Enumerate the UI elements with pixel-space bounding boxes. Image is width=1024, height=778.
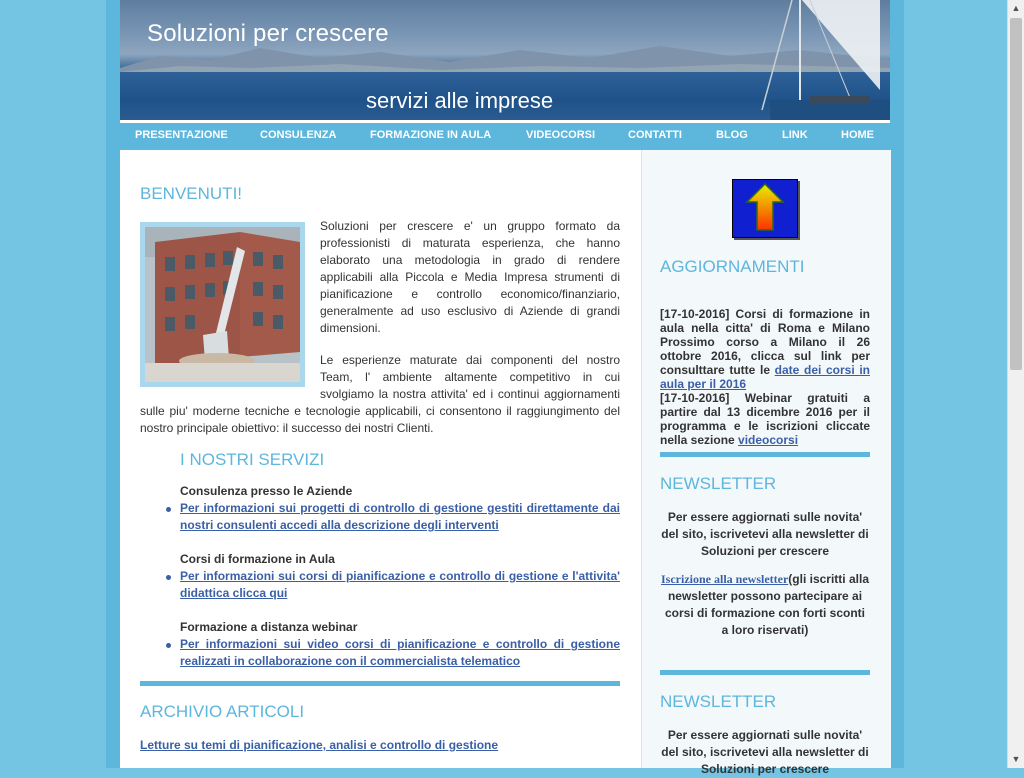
list-item bbox=[180, 636, 620, 670]
page-frame bbox=[106, 0, 904, 776]
page-container bbox=[120, 0, 890, 776]
nav-link[interactable]: LINK bbox=[782, 129, 808, 141]
scrollbar-thumb[interactable] bbox=[1010, 18, 1022, 370]
updates-text bbox=[660, 307, 870, 447]
update-2-text: [17-10-2016] Webinar gratuiti a partire dal 13 dicembre 2016 per il programma e le iscrizioni cliccate nella sezione bbox=[660, 391, 870, 447]
services-list bbox=[180, 483, 620, 687]
scrollbar[interactable] bbox=[1007, 0, 1024, 768]
nav-presentazione[interactable]: PRESENTAZIONE bbox=[135, 129, 228, 141]
service-list-formazione bbox=[180, 568, 620, 602]
service-link-consulenza[interactable]: Per informazioni sui progetti di controllo di gestione gestiti direttamente dai nostri consulenti accedi alla descrizione degli interventi bbox=[180, 501, 620, 532]
welcome-title: BENVENUTI! bbox=[140, 184, 243, 203]
scroll-down-icon[interactable]: ▼ bbox=[1011, 754, 1021, 764]
intro-paragraph-2: Le esperienze maturate dai componenti del nostro Team, l' ambiente altamente competitivo in cui svolgiamo la nostra attivita' ed i continui aggiornamenti sulle piu' moderne tecniche e tecnologie applicabili, ci consentono il raggiungimento del nostro principale obiettivo: il successo dei nostri Clienti. bbox=[140, 353, 620, 435]
services-title: I NOSTRI SERVIZI bbox=[180, 450, 325, 469]
list-item bbox=[180, 500, 620, 534]
header-banner bbox=[120, 0, 890, 120]
scroll-up-icon[interactable]: ▲ bbox=[1011, 3, 1021, 13]
site-title: Soluzioni per crescere bbox=[147, 20, 389, 47]
scroll-top-button[interactable] bbox=[732, 179, 798, 238]
nav-home[interactable]: HOME bbox=[841, 129, 874, 141]
sidebar-divider bbox=[660, 452, 870, 457]
service-list-consulenza bbox=[180, 500, 620, 534]
intro-paragraph-1: Soluzioni per crescere e' un gruppo formato da professionisti di maturata esperienza, che hanno elaborato una metodologia in grado di rendere applicabili alla Piccola e Media Impresa strumenti di pianificazione e controllo economico/finanziario, generalmente ad uso esclusivo di Aziende di grandi dimensioni. bbox=[320, 219, 620, 335]
newsletter-title: NEWSLETTER bbox=[660, 474, 777, 493]
sidebar-divider-2 bbox=[660, 670, 870, 675]
nav-contatti[interactable]: CONTATTI bbox=[628, 129, 682, 141]
newsletter-link[interactable]: Iscrizione alla newsletter bbox=[661, 572, 789, 586]
nav-videocorsi[interactable]: VIDEOCORSI bbox=[526, 129, 596, 141]
archive-title: ARCHIVIO ARTICOLI bbox=[140, 702, 305, 721]
update-2-link[interactable]: videocorsi bbox=[738, 433, 799, 447]
nav-consulenza[interactable]: CONSULENZA bbox=[260, 129, 337, 141]
service-heading-webinar: Formazione a distanza webinar bbox=[180, 620, 358, 634]
site-subtitle: servizi alle imprese bbox=[366, 88, 554, 113]
main-navigation bbox=[120, 120, 890, 150]
service-link-webinar[interactable]: Per informazioni sui video corsi di pianificazione e controllo di gestione realizzati in collaborazione con il commercialista telematico bbox=[180, 637, 620, 668]
building-image bbox=[140, 222, 305, 387]
archive-link[interactable]: Letture su temi di pianificazione, analisi e controllo di gestione bbox=[140, 738, 499, 752]
update-1-text: [17-10-2016] Corsi di formazione in aula nella citta' di Roma e Milano Prossimo corso a Milano il 26 ottobre 2016, clicca sul link per consulttare tutte le bbox=[660, 307, 870, 377]
sailboat-image bbox=[680, 0, 890, 120]
newsletter-note: (gli iscritti alla newsletter possono partecipare ai corsi di formazione con forti sconti a loro riservati) bbox=[664, 572, 869, 637]
main-content bbox=[120, 150, 640, 768]
update-1-link[interactable]: date dei corsi in aula per il 2016 bbox=[660, 363, 871, 391]
newsletter-2-text: Per essere aggiornati sulle novita' del sito, iscrivetevi alla newsletter di Soluzioni per crescere bbox=[661, 728, 869, 776]
sidebar bbox=[641, 150, 891, 776]
updates-title: AGGIORNAMENTI bbox=[660, 257, 805, 276]
nav-formazione-in-aula[interactable]: FORMAZIONE IN AULA bbox=[370, 129, 492, 141]
section-divider bbox=[140, 681, 620, 686]
arrow-up-icon bbox=[733, 180, 797, 237]
service-link-formazione[interactable]: Per informazioni sui corsi di pianificazione e controllo di gestione e l'attivita' didattica clicca qui bbox=[180, 569, 620, 600]
service-heading-consulenza: Consulenza presso le Aziende bbox=[180, 484, 353, 498]
list-item bbox=[180, 568, 620, 602]
newsletter-text: Per essere aggiornati sulle novita' del sito, iscrivetevi alla newsletter di Soluzioni per crescere bbox=[661, 510, 869, 558]
nav-blog[interactable]: BLOG bbox=[716, 129, 748, 141]
newsletter-2-title: NEWSLETTER bbox=[660, 692, 777, 711]
service-list-webinar bbox=[180, 636, 620, 670]
newsletter-subscribe bbox=[660, 571, 870, 639]
service-heading-formazione: Corsi di formazione in Aula bbox=[180, 552, 335, 566]
